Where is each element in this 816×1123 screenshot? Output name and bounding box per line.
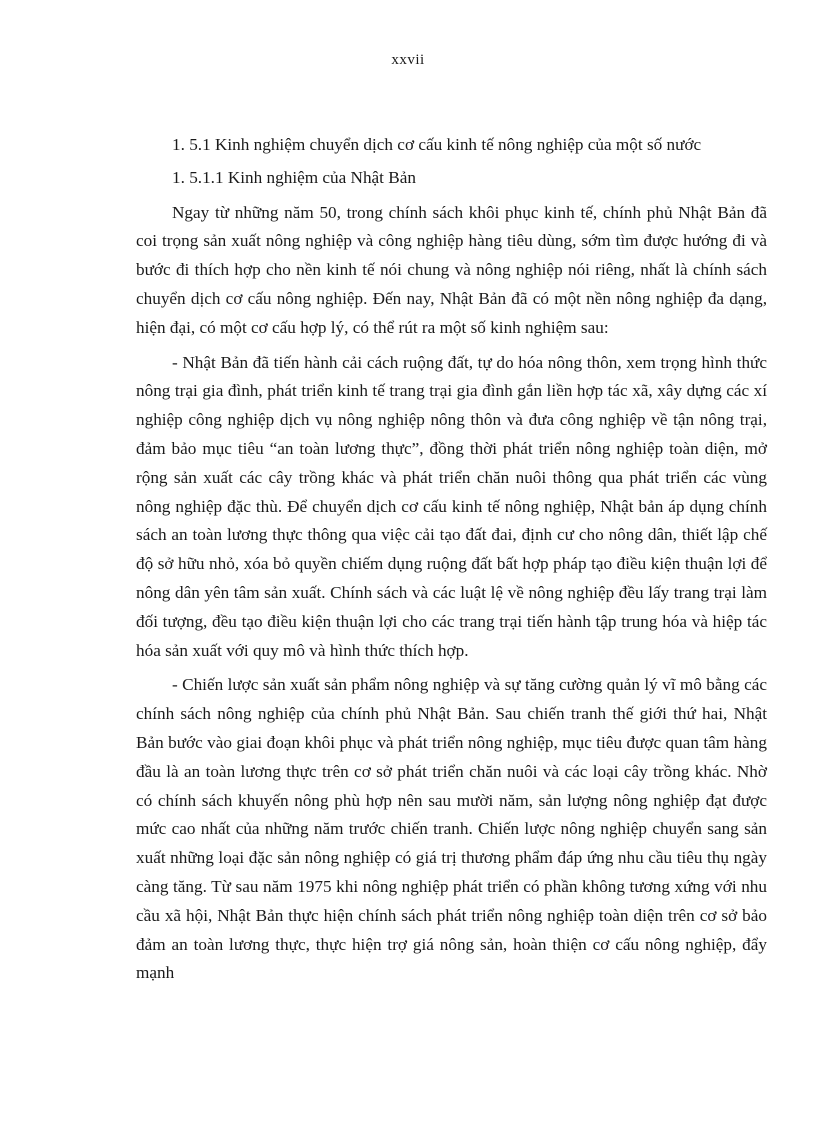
page-number: xxvii — [391, 52, 425, 68]
section-heading: 1. 5.1 Kinh nghiệm chuyển dịch cơ cấu kinh tế nông nghiệp của một số nước — [172, 135, 702, 154]
paragraph-land-reform: - Nhật Bản đã tiến hành cải cách ruộng đất, tự do hóa nông thôn, xem trọng hình thức nông trại gia đình, phát triển kinh tế trang trại gia đình gắn liền hợp tác xã, xây dựng các xí nghiệp công nghiệp dịch vụ nông nghiệp nông thôn và đưa công nghiệp về tận nông trại, đảm bảo mục tiêu “an toàn lương thực”, đồng thời phát triển nông nghiệp toàn diện, mở rộng sản xuất các cây trồng khác và phát triển chăn nuôi thông qua phát triển các vùng nông nghiệp đặc thù. Để chuyển dịch cơ cấu kinh tế nông nghiệp, Nhật bản áp dụng chính sách an toàn lương thực thông qua việc cải tạo đất đai, định cư cho nông dân, thiết lập chế độ sở hữu nhỏ, xóa bỏ quyền chiếm dụng ruộng đất bất hợp pháp tạo điều kiện thuận lợi để nông dân yên tâm sản xuất. Chính sách và các luật lệ về nông nghiệp đều lấy trang trại làm đối tượng, đều tạo điều kiện thuận lợi cho các trang trại tiến hành tập trung hóa và hiệp tác hóa sản xuất với quy mô và hình thức thích hợp. — [136, 352, 767, 660]
paragraph-intro: Ngay từ những năm 50, trong chính sách khôi phục kinh tế, chính phủ Nhật Bản đã coi trọng sản xuất nông nghiệp và công nghiệp hàng tiêu dùng, sớm tìm được hướng đi và bước đi thích hợp cho nền kinh tế nói chung và nông nghiệp nói riêng, nhất là chính sách chuyển dịch cơ cấu nông nghiệp. Đến nay, Nhật Bản đã có một nền nông nghiệp đa dạng, hiện đại, có một cơ cấu hợp lý, có thể rút ra một số kinh nghiệm sau: — [136, 202, 767, 337]
page-content — [136, 131, 767, 994]
section-subheading: 1. 5.1.1 Kinh nghiệm của Nhật Bản — [172, 167, 416, 187]
paragraph-strategy: - Chiến lược sản xuất sản phẩm nông nghiệp và sự tăng cường quản lý vĩ mô bằng các chính sách nông nghiệp của chính phủ Nhật Bản. Sau chiến tranh thế giới thứ hai, Nhật Bản bước vào giai đoạn khôi phục và phát triển nông nghiệp, mục tiêu được quan tâm hàng đầu là an toàn lương thực trên cơ sở phát triển chăn nuôi và các loại cây trồng khác. Nhờ có chính sách khuyến nông phù hợp nên sau mười năm, sản lượng nông nghiệp đạt được mức cao nhất của những năm trước chiến tranh. Chiến lược nông nghiệp chuyển sang sản xuất những loại đặc sản nông nghiệp có giá trị thương phẩm đáp ứng nhu cầu tiêu thụ ngày càng tăng. Từ sau năm 1975 khi nông nghiệp phát triển có phần không tương xứng với nhu cầu xã hội, Nhật Bản thực hiện chính sách phát triển nông nghiệp toàn diện trên cơ sở bảo đảm an toàn lương thực, thực hiện trợ giá nông sản, hoàn thiện cơ cấu nông nghiệp, đẩy mạnh — [136, 675, 767, 983]
